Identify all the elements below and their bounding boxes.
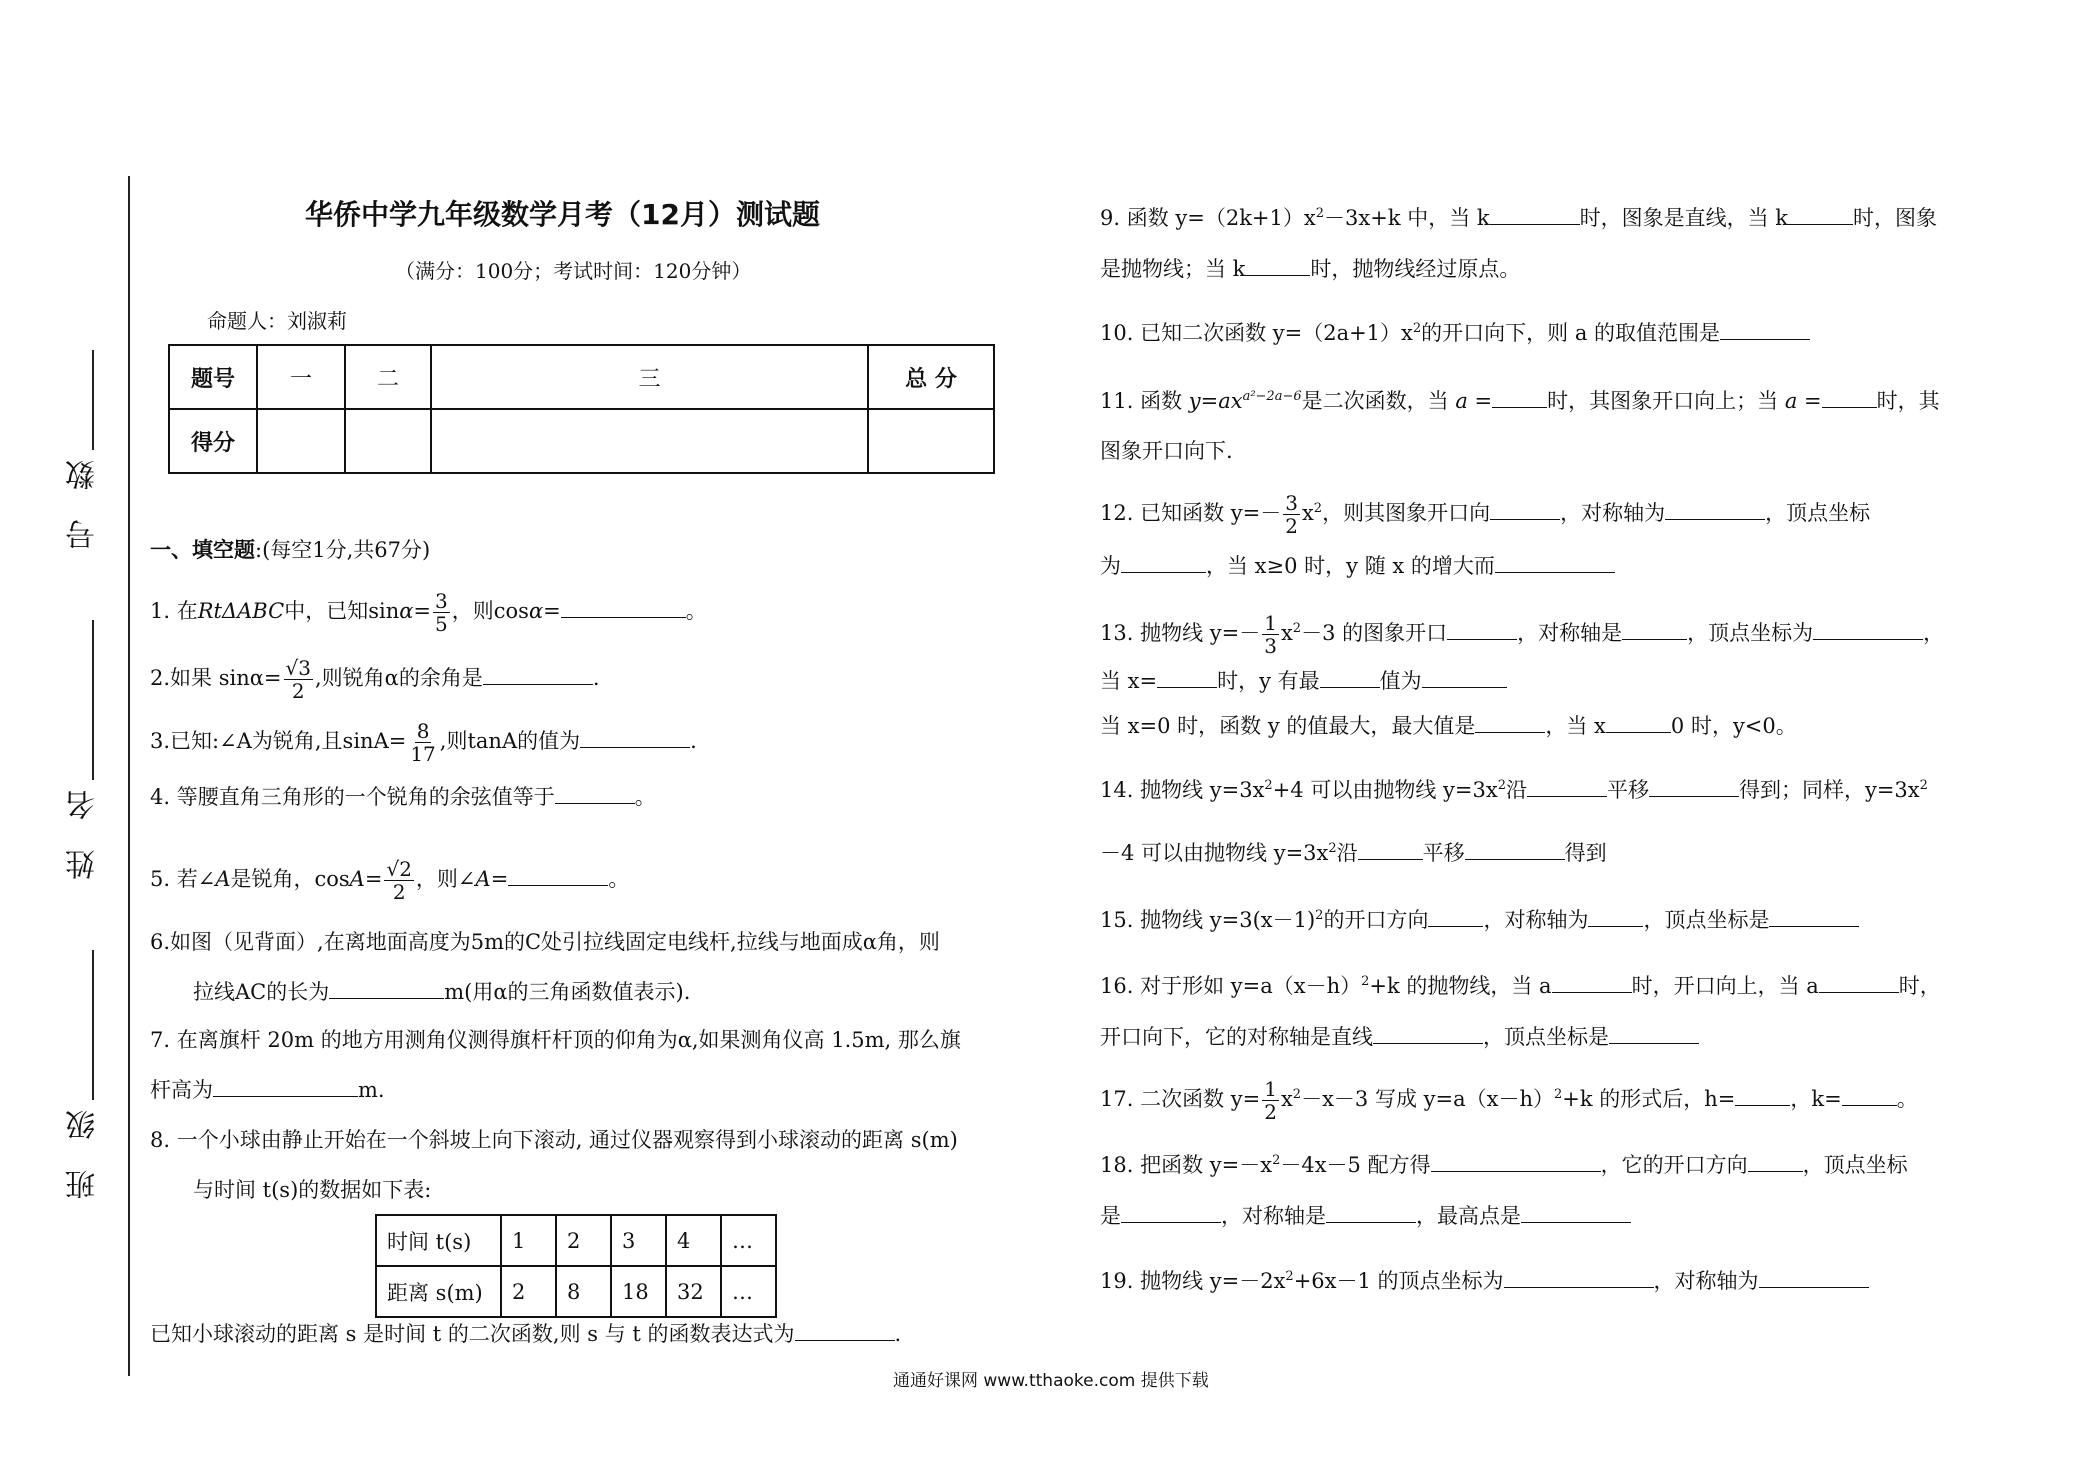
question-7-line1: 7. 在离旗杆 20m 的地方用测角仪测得旗杆杆顶的仰角为α,如果测角仪高 1.5m, 那么旗 <box>150 1028 961 1052</box>
question-8-line2: 与时间 t(s)的数据如下表: <box>193 1178 432 1202</box>
answer-blank[interactable] <box>1121 553 1206 573</box>
question-13-line2: 当 x= 时，y 有最 值为 <box>1100 667 1507 695</box>
question-6-line2: 拉线AC的长为 m(用α的三角函数值表示). <box>193 980 691 1004</box>
question-1: 1. 在RtΔABC中，已知sinα= $\frac{3}{5}$ ，则cosα= 。 <box>150 589 707 636</box>
exam-info: （满分：100分；考试时间：120分钟） <box>395 259 752 283</box>
table-cell: 距离 s(m) <box>376 1266 501 1317</box>
answer-blank[interactable] <box>1588 907 1643 927</box>
answer-blank[interactable] <box>1492 388 1547 408</box>
question-14-line2: －4 可以由抛物线 $y=3x^2$沿 平移 得到 <box>1100 841 1607 865</box>
score-header-cell: 题号 <box>169 345 257 409</box>
question-11-line2: 图象开口向下. <box>1100 439 1233 463</box>
answer-blank[interactable] <box>555 784 635 804</box>
answer-blank[interactable] <box>1819 973 1899 993</box>
class-label: 班 级 <box>66 1100 101 1200</box>
question-7-line2: 杆高为 m. <box>150 1078 385 1102</box>
answer-blank[interactable] <box>213 1077 358 1097</box>
answer-blank[interactable] <box>1358 840 1423 860</box>
score-header-cell: 总 分 <box>868 345 994 409</box>
answer-blank[interactable] <box>1813 620 1923 640</box>
score-cell[interactable] <box>431 409 868 473</box>
score-header-cell: 一 <box>257 345 345 409</box>
table-cell: 2 <box>556 1215 611 1266</box>
score-cell[interactable] <box>345 409 431 473</box>
data-table <box>375 1214 777 1318</box>
answer-blank[interactable] <box>1759 1268 1869 1288</box>
answer-blank[interactable] <box>483 665 593 685</box>
score-header-cell: 二 <box>345 345 431 409</box>
binding-line <box>128 176 130 1376</box>
page-title: 华侨中学九年级数学月考（12月）测试题 <box>305 198 820 231</box>
answer-blank[interactable] <box>1504 1268 1654 1288</box>
answer-blank[interactable] <box>561 598 686 618</box>
answer-blank[interactable] <box>1720 320 1810 340</box>
name-blank <box>92 620 94 780</box>
question-15: 15. 抛物线 $y=3(x-1)^2$的开口方向 ，对称轴为 ，顶点坐标是 <box>1100 902 1859 934</box>
answer-blank[interactable] <box>1822 388 1877 408</box>
answer-blank[interactable] <box>1665 500 1765 520</box>
score-cell[interactable] <box>257 409 345 473</box>
class-blank <box>92 950 94 1100</box>
table-cell: 时间 t(s) <box>376 1215 501 1266</box>
answer-blank[interactable] <box>1735 1086 1790 1106</box>
score-cell[interactable] <box>868 409 994 473</box>
answer-blank[interactable] <box>1465 840 1565 860</box>
answer-blank[interactable] <box>508 866 608 886</box>
question-6-line1: 6.如图（见背面）,在离地面高度为5m的C处引拉线固定电线杆,拉线与地面成α角，则 <box>150 930 940 954</box>
table-cell: 1 <box>501 1215 556 1266</box>
answer-blank[interactable] <box>1121 1203 1221 1223</box>
question-5: 5. 若∠A是锐角，cosA= $\frac{√2}{2}$ ，则∠A= 。 <box>150 857 630 904</box>
question-14-line1: 14. 抛物线 $y=3x^2+4$ 可以由抛物线 $y=3x^2$沿 平移 得到；同样，$y=3x^2$ <box>1100 778 1928 802</box>
question-13-line1: 13. 抛物线 y=－ $\frac{1}{3}$ $x^2-3$ 的图象开口 ，对称轴是 ，顶点坐标为 ， <box>1100 611 1945 658</box>
footer-credit: 通通好课网 www.tthaoke.com 提供下载 <box>893 1371 1209 1391</box>
answer-blank[interactable] <box>1748 1152 1803 1172</box>
answer-blank[interactable] <box>1422 668 1507 688</box>
question-16-line1: 16. 对于形如 $y=a(x-h)^2+k$ 的抛物线，当 a 时，开口向上，当 a 时， <box>1100 974 1941 998</box>
answer-blank[interactable] <box>329 979 444 999</box>
answer-blank[interactable] <box>1326 1203 1416 1223</box>
score-table <box>168 344 995 474</box>
answer-blank[interactable] <box>1649 777 1739 797</box>
question-18-line1: 18. 把函数 $y=-x^2-4x-5$ 配方得 ，它的开口方向 ，顶点坐标 <box>1100 1153 1908 1177</box>
answer-blank[interactable] <box>795 1321 895 1341</box>
question-17: 17. 二次函数 y= $\frac{1}{2}$ $x^2-x-3$ 写成 $y=a(x-h)^2+k$ 的形式后，h= ，k= 。 <box>1100 1077 1918 1124</box>
answer-blank[interactable] <box>1606 713 1671 733</box>
author: 命题人：刘淑莉 <box>207 309 347 333</box>
question-3: 3.已知:∠A为锐角,且sinA= $\frac{8}{17}$ ,则tanA的值为 . <box>150 719 697 766</box>
question-12-line1: 12. 已知函数 y=－ $\frac{3}{2}$ $x^2$，则其图象开口向 ，对称轴为 ，顶点坐标 <box>1100 491 1871 538</box>
question-12-line2: 为 ，当 x≥0 时，y 随 x 的增大而 <box>1100 552 1615 580</box>
answer-blank[interactable] <box>1521 1203 1631 1223</box>
table-cell: 4 <box>666 1215 721 1266</box>
table-cell: 18 <box>611 1266 666 1317</box>
question-10: 10. 已知二次函数 $y=(2a+1)x^2$的开口向下，则 a 的取值范围是 <box>1100 315 1810 347</box>
answer-blank[interactable] <box>1475 713 1545 733</box>
answer-blank[interactable] <box>1609 1024 1699 1044</box>
answer-blank[interactable] <box>1157 668 1217 688</box>
answer-blank[interactable] <box>1622 620 1687 640</box>
answer-blank[interactable] <box>1788 205 1853 225</box>
question-13-line3: 当 x=0 时，函数 y 的值最大，最大值是 ，当 x 0 时，y<0。 <box>1100 714 1797 738</box>
table-cell: 3 <box>611 1215 666 1266</box>
section-heading: 一、填空题:(每空1分,共67分) <box>150 538 431 562</box>
answer-blank[interactable] <box>1552 973 1632 993</box>
number-blank <box>92 350 94 450</box>
answer-blank[interactable] <box>580 728 690 748</box>
answer-blank[interactable] <box>1373 1024 1483 1044</box>
answer-blank[interactable] <box>1428 907 1483 927</box>
table-cell: 2 <box>501 1266 556 1317</box>
number-label: 号 数 <box>66 450 101 550</box>
table-cell: 8 <box>556 1266 611 1317</box>
question-16-line2: 开口向下，它的对称轴是直线 ，顶点坐标是 <box>1100 1023 1699 1051</box>
answer-blank[interactable] <box>1490 500 1560 520</box>
question-8-line1: 8. 一个小球由静止开始在一个斜坡上向下滚动, 通过仪器观察得到小球滚动的距离 s(m) <box>150 1128 958 1152</box>
question-2: 2.如果 sinα= $\frac{√3}{2}$ ,则锐角α的余角是 . <box>150 656 600 703</box>
answer-blank[interactable] <box>1842 1086 1897 1106</box>
answer-blank[interactable] <box>1527 777 1607 797</box>
table-cell: … <box>721 1215 776 1266</box>
question-9-line1: 9. 函数 $y=(2k+1)x^2-3x+k$ 中，当 k 时，图象是直线，当 k 时，图象 <box>1100 206 1938 230</box>
table-cell: … <box>721 1266 776 1317</box>
score-header-cell: 三 <box>431 345 868 409</box>
answer-blank[interactable] <box>1320 668 1380 688</box>
answer-blank[interactable] <box>1431 1152 1601 1172</box>
table-cell: 32 <box>666 1266 721 1317</box>
question-8-line3: 已知小球滚动的距离 s 是时间 t 的二次函数,则 s 与 t 的函数表达式为 . <box>150 1322 902 1346</box>
question-19: 19. 抛物线 $y=-2x^2+6x-1$ 的顶点坐标为 ，对称轴为 <box>1100 1263 1869 1295</box>
question-18-line2: 是 ，对称轴是 ，最高点是 <box>1100 1202 1631 1230</box>
answer-blank[interactable] <box>1245 256 1310 276</box>
answer-blank[interactable] <box>1495 553 1615 573</box>
answer-blank[interactable] <box>1447 620 1517 640</box>
name-label: 姓 名 <box>66 780 101 880</box>
question-9-line2: 是抛物线；当 k 时，抛物线经过原点。 <box>1100 257 1521 281</box>
score-row-label: 得分 <box>169 409 257 473</box>
answer-blank[interactable] <box>1769 907 1859 927</box>
question-11-line1: 11. 函数 $y=ax^{a^2-2a-6}$是二次函数，当 a = 时，其图象开口向上；当 a = 时，其 <box>1100 389 1940 413</box>
answer-blank[interactable] <box>1490 205 1580 225</box>
question-4: 4. 等腰直角三角形的一个锐角的余弦值等于 。 <box>150 785 656 809</box>
